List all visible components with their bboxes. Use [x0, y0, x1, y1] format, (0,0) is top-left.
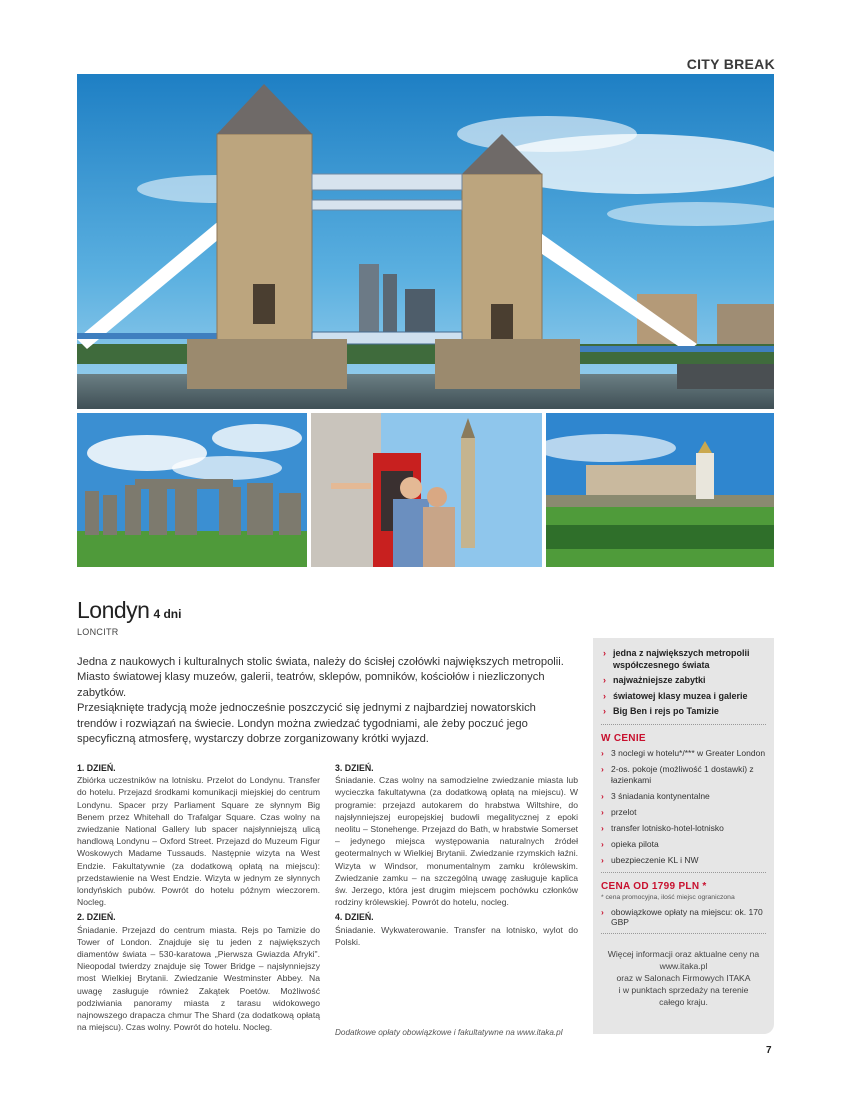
highlights-list — [593, 638, 774, 718]
info-line: i w punktach sprzedaży na terenie — [618, 984, 749, 995]
more-info — [593, 948, 774, 1008]
offer-code: LONCITR — [77, 627, 119, 637]
day-text: Śniadanie. Wykwaterowanie. Transfer na lotnisko, wylot do Polski. — [335, 924, 578, 947]
couple-selfie-phone-box-photo — [311, 413, 542, 567]
divider — [601, 724, 766, 725]
intro-line: Miasto światowej klasy muzeów, galerii, teatrów, sklepów, pomników, kościołów i niezliczonych zabytków. — [77, 671, 545, 699]
intro-line: Przesiąknięte tradycją może jednocześnie poszczycić się jednymi z najbardziej nowatorskich trendów i rozwiązań na świecie. Londyn można zwiedzać tygodniami, ale żeby poczuć jego specyficzną atmosferę, wystarczy dobrze zorganizowany krótki wyjazd. — [77, 702, 536, 746]
buckingham-palace-photo — [546, 413, 774, 567]
highlight-item: › Big Ben i rejs po Tamizie — [603, 706, 719, 717]
chevron-right-icon: › — [603, 675, 606, 686]
divider — [601, 872, 766, 873]
intro-line: Jedna z naukowych i kulturalnych stolic świata, należy do ścisłej czołówki największych metropolii. — [77, 656, 564, 668]
day-title: 2. DZIEŃ. — [77, 912, 116, 923]
chevron-right-icon: › — [603, 706, 606, 717]
chevron-right-icon: › — [601, 906, 604, 917]
section-header: CITY BREAK — [686, 56, 775, 72]
city-name: Londyn — [77, 597, 150, 623]
day-title: 4. DZIEŃ. — [335, 912, 374, 923]
chevron-right-icon: › — [603, 648, 606, 658]
footnote-fees: Dodatkowe opłaty obowiązkowe i fakultatywne na www.itaka.pl — [335, 1028, 563, 1037]
highlight-item: › światowej klasy muzea i galerie — [603, 690, 748, 701]
included-item: › 3 noclegi w hotelu*/*** w Greater London — [601, 747, 766, 758]
price-label: CENA OD 1799 PLN * — [601, 880, 707, 892]
included-list — [593, 748, 774, 866]
chevron-right-icon: › — [601, 806, 604, 817]
chevron-right-icon: › — [601, 763, 604, 774]
included-item: › przelot — [601, 806, 637, 817]
stonehenge-photo — [77, 413, 307, 567]
page-number: 7 — [766, 1045, 772, 1056]
info-link[interactable]: www.itaka.pl — [659, 960, 708, 971]
chevron-right-icon: › — [601, 790, 604, 801]
info-line: całego kraju. — [659, 996, 708, 1007]
mandatory-fees: › obowiązkowe opłaty na miejscu: ok. 170 GBP — [601, 906, 763, 927]
highlight-item: › najważniejsze zabytki — [603, 675, 706, 686]
included-item: › 3 śniadania kontynentalne — [601, 790, 710, 801]
chevron-right-icon: › — [601, 747, 604, 758]
day-text: Zbiórka uczestników na lotnisku. Przelot do Londynu. Transfer do hotelu. Przejazd środkami komunikacji miejskiej do centrum Londynu. Spacer przy Parliament Square ze słynnym Big Benem przez Whitehall do Trafalgar Square. Czas wolny na zwiedzanie National Gallery lub spacer najsłynniejszą ulicą handlową Londynu – Oxford Street. Przejazd do Muzeum Figur Woskowych Madame Tussauds. Następnie wizyta na West Endzie. Fakultatywnie (za dodatkową opłatą na miejscu): przedstawienie na West Endzie. Wizyta w jednym ze słynnych londyńskich pubów. Powrót do hotelu późnym wieczorem. Nocleg. — [77, 775, 320, 908]
chevron-right-icon: › — [603, 690, 606, 701]
offer-sidebar — [593, 638, 774, 1034]
included-item: › ubezpieczenie KL i NW — [601, 854, 699, 865]
offer-title — [77, 597, 181, 624]
price-note: * cena promocyjna, ilość miejsc ograniczona — [601, 893, 735, 901]
chevron-right-icon: › — [601, 838, 604, 849]
intro-text — [77, 655, 577, 747]
highlight-item: › jedna z największych metropolii współczesnego świata — [603, 648, 750, 670]
info-line: oraz w Salonach Firmowych ITAKA — [616, 972, 751, 983]
program-column-right — [335, 762, 578, 951]
included-item: › opieka pilota — [601, 838, 659, 849]
included-item: › 2-os. pokoje (możliwość 1 dostawki) z łazienkami — [601, 763, 754, 785]
day-text: Śniadanie. Czas wolny na samodzielne zwiedzanie miasta lub wycieczka fakultatywna (za dodatkową opłatą na miejscu). W programie: przejazd autokarem do hrabstwa Wiltshire, do najsłynniejszej europejskiej budowli megalitycznej z epoki neolitu – Stonehenge. Przejazd do Bath, w hrabstwie Somerset – jedynego miejsca występowania naturalnych źródeł geotermalnych w Wielkiej Brytanii. Zwiedzanie rzymskich łaźni. Wizyta w Windsor, monumentalnym zamku królewskim. Zwiedzanie zamku – na szczególną uwagę zasługuje kaplica św. Jerzego, która jest drugim miejscem pochówku członków rodziny królewskiej. Powrót do hotelu, nocleg. — [335, 775, 578, 908]
included-item: › transfer lotnisko-hotel-lotnisko — [601, 822, 724, 833]
chevron-right-icon: › — [601, 822, 604, 833]
included-title: W CENIE — [601, 732, 646, 744]
divider — [601, 933, 766, 934]
trip-duration: 4 dni — [153, 607, 182, 621]
tower-bridge-photo — [77, 74, 774, 409]
day-title: 3. DZIEŃ. — [335, 763, 374, 773]
day-text: Śniadanie. Przejazd do centrum miasta. Rejs po Tamizie do Tower of London. Znajduje się tu jeden z największych diamentów świata – 530-karatowa „Pierwsza Gwiazda Afryki". Nieopodal twierdzy znajduje się Tower Bridge – najsłynniejszy most Wielkiej Brytanii. Zwiedzanie Westminster Abbey. Na uwagę zasługuje również Zakątek Poetów. Możliwość podziwiania panoramy miasta z tarasu widokowego najnowszego drapacza chmur The Shard (za dodatkową opłatą na miejscu). Czas wolny. Powrót do hotelu. Nocleg. — [77, 924, 320, 1033]
info-line: Więcej informacji oraz aktualne ceny na — [607, 948, 760, 959]
day-title: 1. DZIEŃ. — [77, 763, 116, 773]
program-column-left — [77, 762, 320, 1036]
chevron-right-icon: › — [601, 854, 604, 865]
